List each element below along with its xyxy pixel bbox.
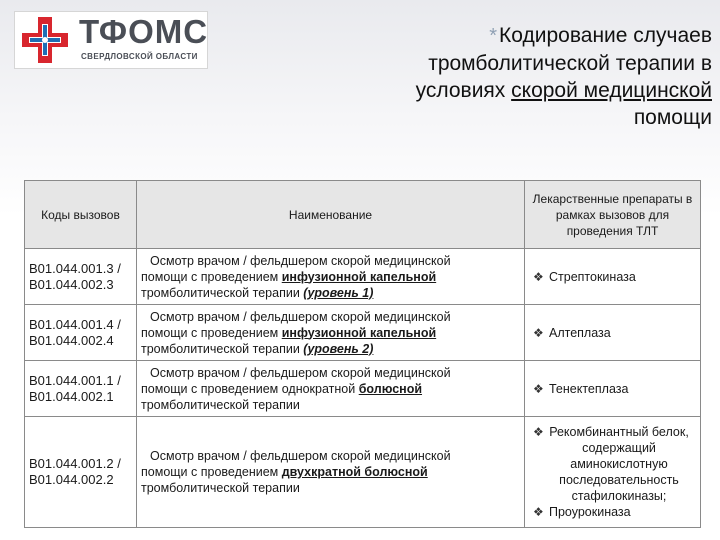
service-name-cell — [137, 361, 525, 417]
service-name-cell — [137, 417, 525, 528]
call-code: B01.044.002.2 — [29, 472, 114, 487]
drug-cell — [525, 249, 701, 305]
title-line-2: тромболитической терапии в — [428, 52, 712, 75]
method-highlight: двухкратной болюсной — [281, 465, 428, 479]
diamond-bullet-icon: ❖ — [533, 381, 544, 396]
call-codes-cell — [25, 305, 137, 361]
medical-cross-logo-icon — [19, 14, 71, 66]
title-line-3-start: условиях — [415, 79, 512, 102]
call-codes-cell — [25, 361, 137, 417]
name-line: тромболитической терапии — [141, 341, 304, 356]
method-highlight: инфузионной капельной — [281, 269, 437, 284]
name-line: помощи с проведением — [141, 269, 282, 284]
call-codes-cell — [25, 417, 137, 528]
drug-name: Стрептокиназа — [549, 269, 636, 284]
title-bullet-icon: * — [489, 25, 498, 47]
call-code: B01.044.002.1 — [29, 388, 114, 404]
table-row — [25, 305, 701, 361]
call-codes-cell — [25, 249, 137, 305]
call-code: B01.044.002.4 — [29, 332, 114, 348]
name-line: помощи с проведением однократной — [141, 381, 359, 396]
table-row — [25, 417, 701, 528]
drug-name: Тенектеплаза — [549, 381, 629, 396]
call-code: B01.044.001.3 / — [29, 260, 121, 276]
name-line: тромболитической терапии — [141, 481, 300, 495]
call-code: B01.044.002.3 — [29, 276, 114, 292]
call-code: B01.044.001.4 / — [29, 316, 121, 332]
method-highlight: инфузионной капельной — [281, 325, 437, 340]
tfoms-logo — [14, 11, 208, 69]
drug-name: Рекомбинантный белок, содержащий аминокислотную последовательность стафилокиназы; — [549, 425, 689, 503]
title-line-3-underlined: скорой медицинской — [511, 79, 712, 102]
logo-subtitle: СВЕРДЛОВСКОЙ ОБЛАСТИ — [81, 52, 198, 61]
diamond-bullet-icon: ❖ — [533, 505, 544, 519]
drug-cell — [525, 305, 701, 361]
name-line: Осмотр врачом / фельдшером скорой медицинской — [150, 253, 451, 268]
level-highlight: (уровень 1) — [303, 285, 374, 300]
name-line: Осмотр врачом / фельдшером скорой медицинской — [150, 309, 451, 324]
table-row — [25, 249, 701, 305]
table-row — [25, 361, 701, 417]
title-line-4: помощи — [633, 106, 712, 129]
name-line: тромболитической терапии — [141, 285, 304, 300]
coding-table — [24, 180, 701, 528]
title-line-1: Кодирование случаев — [499, 24, 712, 47]
slide-title — [312, 22, 712, 131]
method-highlight: болюсной — [358, 381, 423, 396]
logo-wordmark: ТФОМС — [79, 13, 209, 50]
header-drugs: Лекарственные препараты в рамках вызовов для проведения ТЛТ — [525, 181, 701, 249]
call-code: B01.044.001.2 / — [29, 456, 121, 471]
call-code: B01.044.001.1 / — [29, 372, 121, 388]
service-name-cell — [137, 305, 525, 361]
diamond-bullet-icon: ❖ — [533, 325, 544, 340]
header-name: Наименование — [137, 181, 525, 249]
name-line: помощи с проведением — [141, 325, 282, 340]
name-line: Осмотр врачом / фельдшером скорой медицинской — [150, 449, 451, 463]
name-line: тромболитической терапии — [141, 397, 300, 412]
table-header-row — [25, 181, 701, 249]
name-line: помощи с проведением — [141, 465, 282, 479]
header-codes: Коды вызовов — [25, 181, 137, 249]
drug-name: Алтеплаза — [549, 325, 611, 340]
drug-cell — [525, 361, 701, 417]
service-name-cell — [137, 249, 525, 305]
diamond-bullet-icon: ❖ — [533, 269, 544, 284]
drug-cell — [525, 417, 701, 528]
name-line: Осмотр врачом / фельдшером скорой медицинской — [150, 365, 451, 380]
diamond-bullet-icon: ❖ — [533, 425, 544, 439]
level-highlight: (уровень 2) — [303, 341, 374, 356]
drug-name: Проурокиназа — [549, 505, 631, 519]
